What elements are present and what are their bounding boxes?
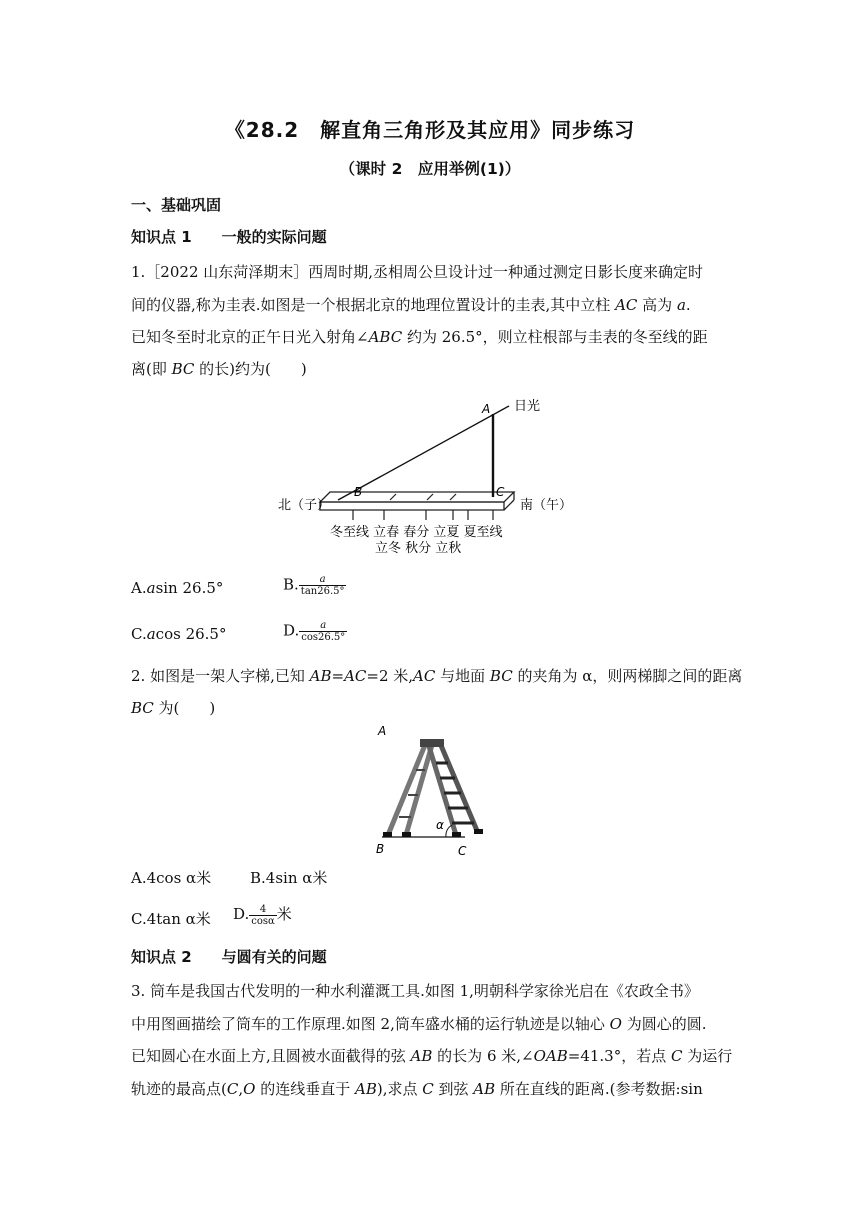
q2-option-b[interactable]: B.4sin α米 (250, 869, 328, 887)
ladder-c-label: C (458, 844, 467, 858)
sunlight-label: 日光 (514, 399, 541, 414)
gnomon-figure (270, 392, 590, 562)
q2-line-1: 2. 如图是一架人字梯,已知 AB=AC=2 米,AC 与地面 BC 的夹角为 α，则两梯脚之间的距离 (131, 667, 743, 685)
point-c-label: C (496, 485, 505, 499)
q3-line-1: 3. 筒车是我国古代发明的一种水利灌溉工具.如图 1,明朝科学家徐光启在《农政全书》 (131, 982, 699, 1000)
q3-line-3: 已知圆心在水面上方,且圆被水面截得的弦 AB 的长为 6 米,∠OAB=41.3°，若点 C 为运行 (131, 1047, 733, 1065)
q1-line-3: 已知冬至时北京的正午日光入射角∠ABC 约为 26.5°，则立柱根部与圭表的冬至线的距 (131, 328, 708, 346)
south-label: 南（午） (520, 498, 573, 513)
solar-term-labels-row1: 冬至线 立春 春分 立夏 夏至线 (330, 525, 503, 540)
q3-line-2: 中用图画描绘了筒车的工作原理.如图 2,筒车盛水桶的运行轨迹是以轴心 O 为圆心的圆. (131, 1015, 707, 1033)
q1-line-1: 1.［2022 山东菏泽期末］西周时期,丞相周公旦设计过一种通过测定日影长度来确定时 (131, 263, 704, 281)
point-b-label: B (354, 485, 363, 499)
q2-line-2: BC 为( ) (131, 699, 216, 717)
q2-option-a[interactable]: A.4cos α米 (131, 869, 212, 887)
ladder-a-label: A (378, 725, 387, 738)
section-heading: 一、基础巩固 (131, 196, 222, 214)
q1-option-d[interactable]: D. $\frac{a}{\cos 26.5^\circ}$ (283, 620, 346, 643)
q2-option-c[interactable]: C.4tan α米 (131, 910, 211, 928)
page-subtitle: （课时 2 应用举例(1)） (339, 160, 521, 178)
q1-line-4: 离(即 BC 的长)约为( ) (131, 360, 307, 378)
knowledge-point-2: 知识点 2 与圆有关的问题 (131, 948, 327, 966)
ladder-figure (370, 725, 490, 860)
q1-line-2: 间的仪器,称为圭表.如图是一个根据北京的地理位置设计的圭表,其中立柱 AC 高为 a. (131, 296, 691, 314)
knowledge-point-1: 知识点 1 一般的实际问题 (131, 228, 327, 246)
ladder-b-label: B (376, 842, 385, 856)
q2-option-d[interactable]: D. $\frac{4}{\cos\alpha}$ 米 (233, 903, 292, 927)
ladder-alpha-label: α (436, 818, 444, 832)
solar-term-labels-row2: 立冬 秋分 立秋 (375, 541, 462, 556)
q1-option-c[interactable]: C.acos 26.5° (131, 625, 227, 643)
q1-option-a[interactable]: A.asin 26.5° (131, 579, 224, 597)
q1-option-b[interactable]: B. $\frac{a}{\tan 26.5^\circ}$ (283, 574, 345, 597)
point-a-label: A (482, 402, 491, 416)
north-label: 北（子） (278, 498, 331, 513)
page-title: 《28.2 解直角三角形及其应用》同步练习 (224, 118, 636, 142)
q3-line-4: 轨迹的最高点(C,O 的连线垂直于 AB),求点 C 到弦 AB 所在直线的距离.(参考数据:sin (131, 1080, 703, 1098)
